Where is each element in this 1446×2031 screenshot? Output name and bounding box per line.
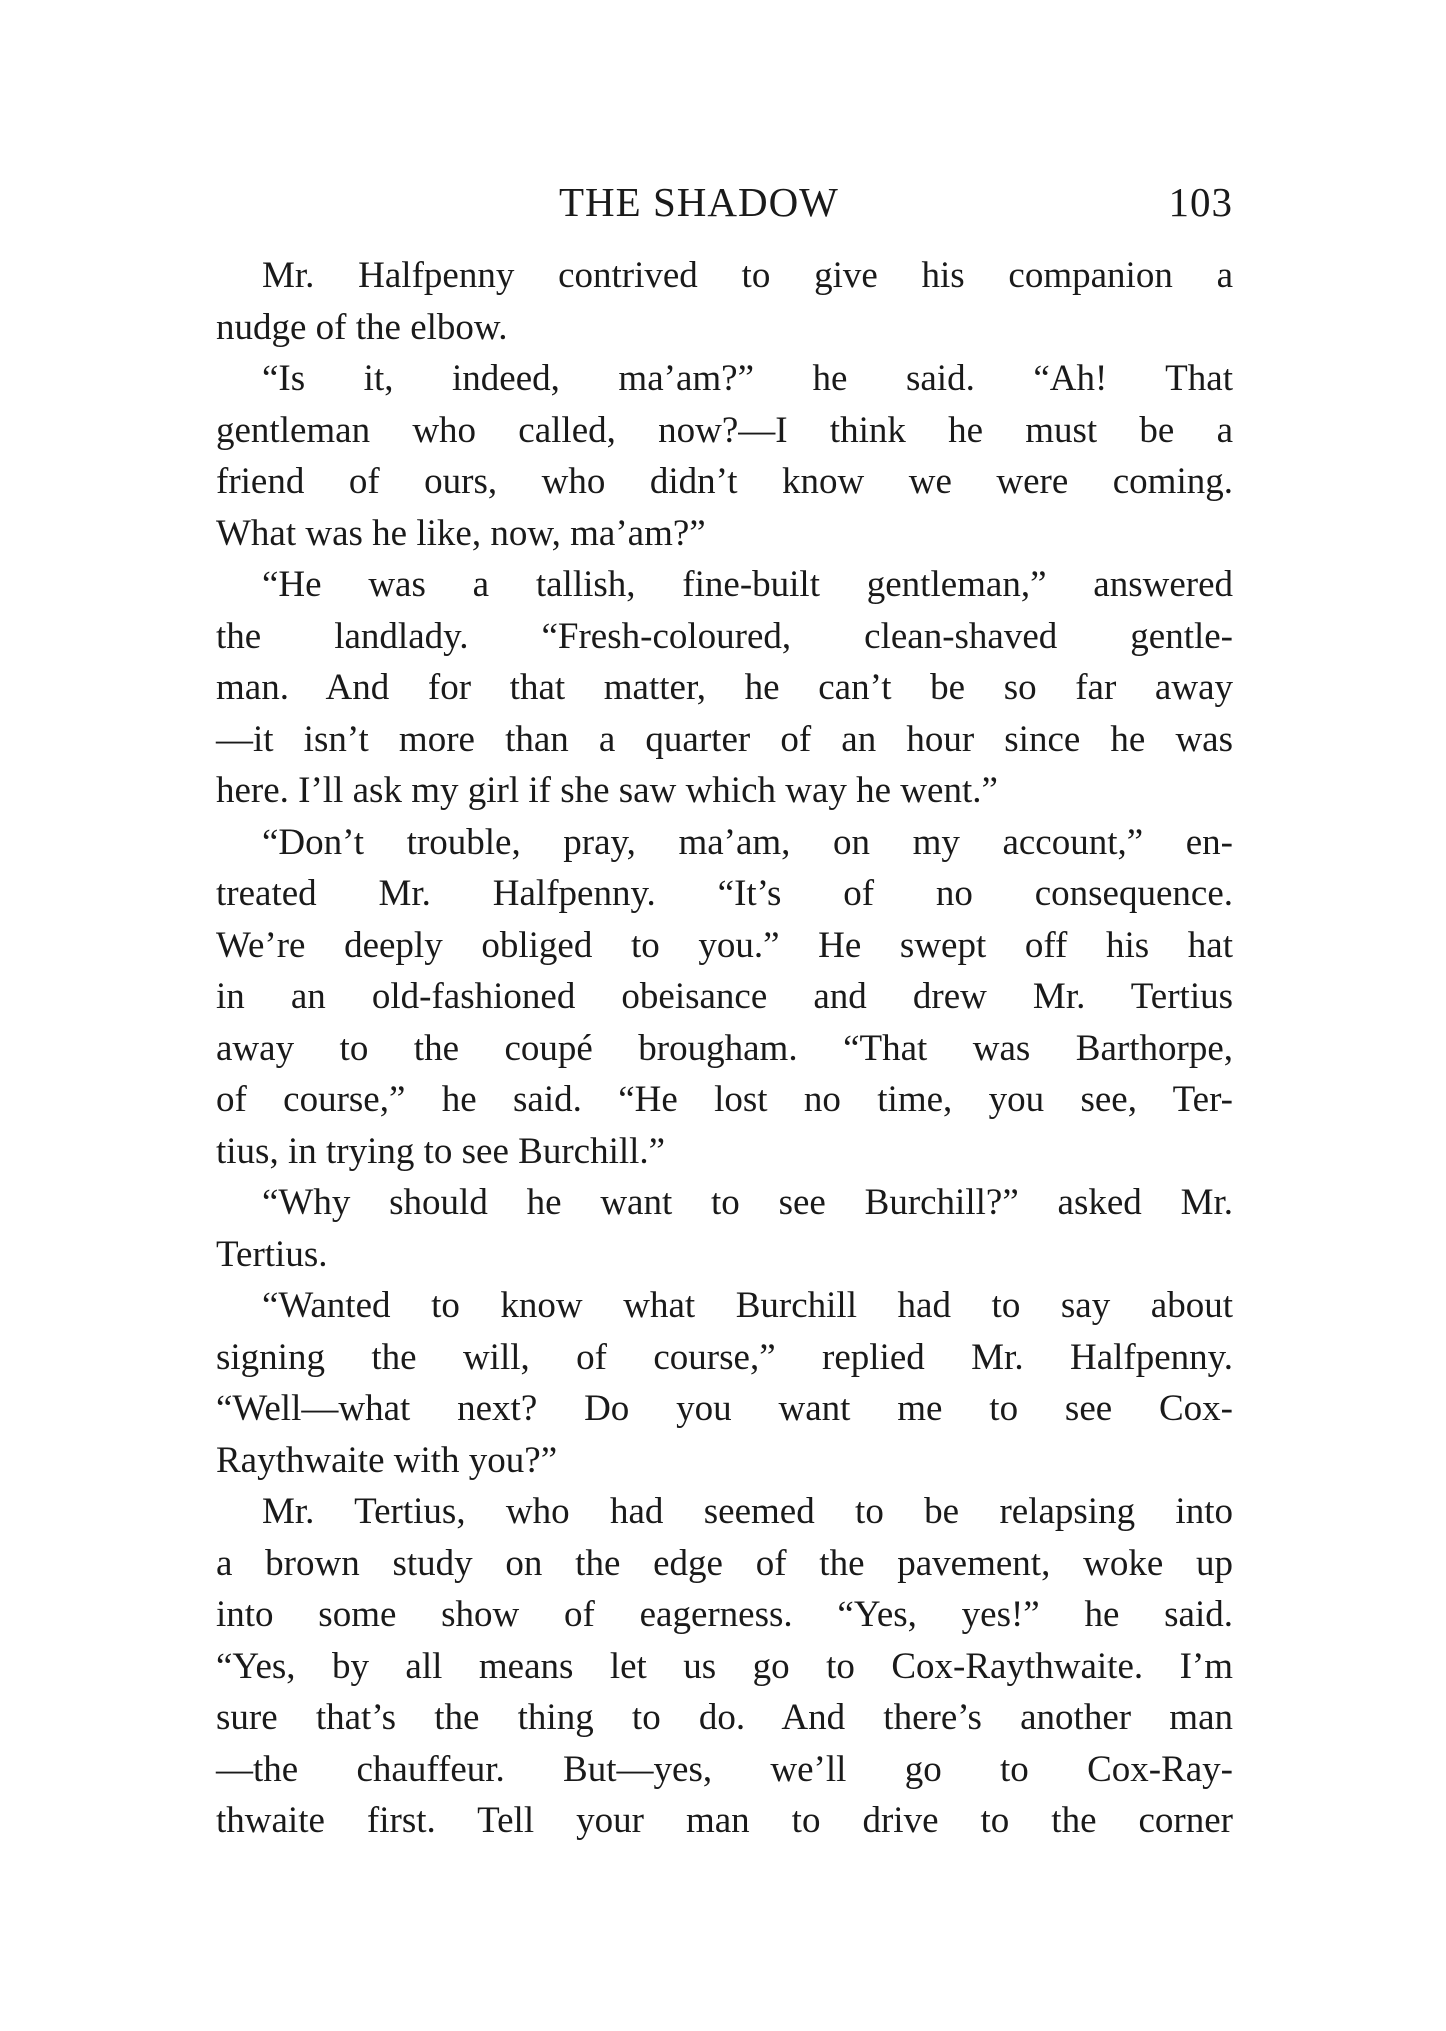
text-line: here. I’ll ask my girl if she saw which way he went.”: [216, 770, 998, 811]
text-line: away to the coupé brougham. “That was Barthorpe,: [216, 1027, 1233, 1069]
text-line: “Why should he want to see Burchill?” asked Mr.: [262, 1182, 1233, 1223]
text-line: “Yes, by all means let us go to Cox-Raythwaite. I’m: [216, 1645, 1233, 1687]
text-line: Tertius.: [216, 1233, 328, 1275]
text-line: the landlady. “Fresh-coloured, clean-shaved gentle-: [216, 615, 1233, 657]
text-line: sure that’s the thing to do. And there’s another man: [216, 1697, 1233, 1738]
text-line: —the chauffeur. But—yes, we’ll go to Cox-Ray-: [216, 1748, 1233, 1790]
text-line: man. And for that matter, he can’t be so far away: [216, 667, 1233, 708]
text-line: Raythwaite with you?”: [216, 1439, 558, 1481]
text-line: gentleman who called, now?—I think he must be a: [216, 409, 1233, 451]
text-line: Mr. Tertius, who had seemed to be relapsing into: [262, 1491, 1233, 1532]
text-line: a brown study on the edge of the pavement, woke up: [216, 1542, 1233, 1584]
text-line: friend of ours, who didn’t know we were coming.: [216, 461, 1233, 502]
text-line: thwaite first. Tell your man to drive to the corner: [216, 1800, 1233, 1841]
text-line: tius, in trying to see Burchill.”: [216, 1130, 666, 1172]
text-line: “Wanted to know what Burchill had to say about: [262, 1285, 1233, 1326]
text-line: Mr. Halfpenny contrived to give his companion a: [262, 255, 1233, 296]
running-head: [216, 178, 1233, 228]
text-line: “Well—what next? Do you want me to see Cox-: [216, 1388, 1233, 1429]
text-line: “Don’t trouble, pray, ma’am, on my account,” en-: [262, 821, 1233, 863]
text-line: We’re deeply obliged to you.” He swept off his hat: [216, 924, 1233, 966]
running-title: THE SHADOW: [559, 179, 839, 225]
text-line: “Is it, indeed, ma’am?” he said. “Ah! That: [262, 358, 1233, 399]
text-line: in an old-fashioned obeisance and drew Mr. Tertius: [216, 976, 1233, 1017]
text-line: “He was a tallish, fine-built gentleman,” answered: [262, 564, 1233, 605]
text-line: into some show of eagerness. “Yes, yes!” he said.: [216, 1594, 1233, 1635]
text-line: signing the will, of course,” replied Mr. Halfpenny.: [216, 1336, 1233, 1378]
body-text: [216, 250, 1233, 1847]
text-line: of course,” he said. “He lost no time, you see, Ter-: [216, 1079, 1233, 1120]
text-line: What was he like, now, ma’am?”: [216, 512, 706, 554]
page-number: 103: [1168, 179, 1233, 225]
text-line: treated Mr. Halfpenny. “It’s of no consequence.: [216, 873, 1233, 914]
text-line: —it isn’t more than a quarter of an hour since he was: [216, 718, 1233, 760]
text-line: nudge of the elbow.: [216, 306, 508, 348]
